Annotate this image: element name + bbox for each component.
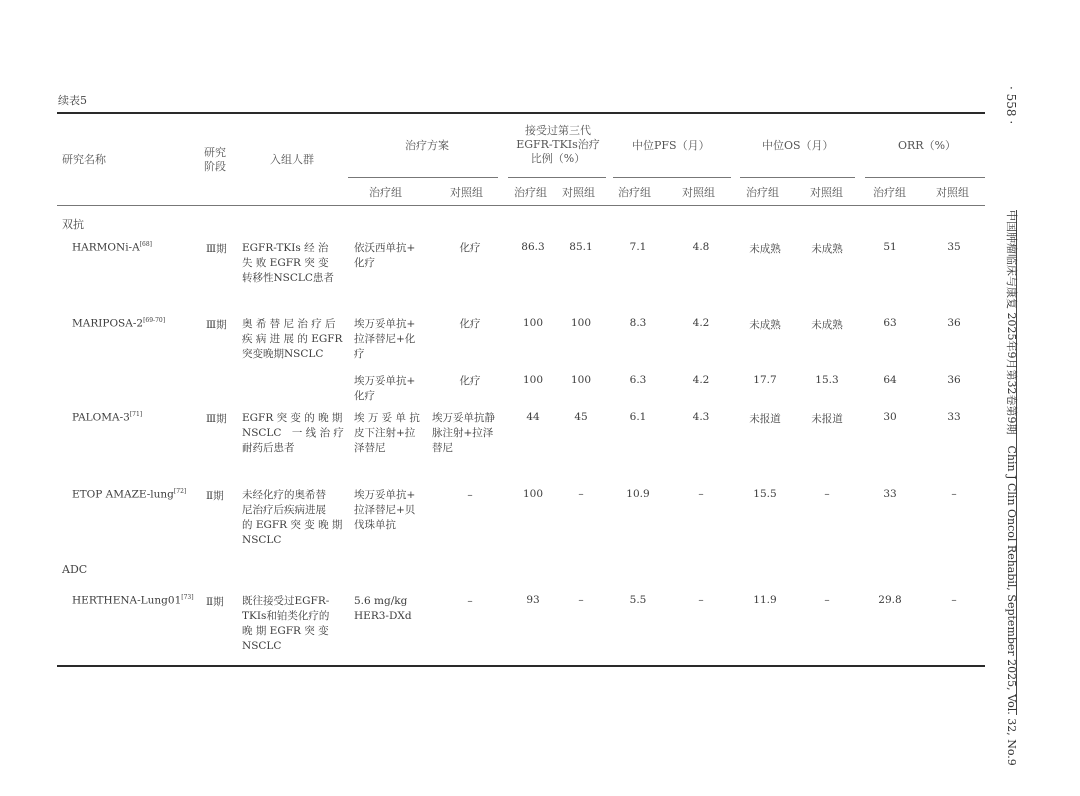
- value-os-c: 未成熟: [811, 319, 843, 331]
- header-prior: 接受过第三代 EGFR-TKIs治疗 比例（%）: [516, 124, 600, 165]
- value-prior-t: 93: [526, 594, 540, 606]
- value-prior-t: 100: [522, 374, 544, 386]
- sub-treat-pfs: 治疗组: [618, 186, 651, 199]
- cell-line: 埃万妥单抗+: [354, 375, 416, 387]
- sub-control-regimen: 对照组: [450, 186, 483, 199]
- study-name-text: HERTHENA-Lung01: [72, 594, 182, 607]
- header-regimen: 治疗方案: [405, 139, 449, 152]
- value-os-c: –: [824, 594, 830, 606]
- population-cell: [242, 411, 347, 456]
- control-arm: [440, 488, 500, 503]
- study-name: [72, 411, 142, 424]
- study-name-text: MARIPOSA-2: [72, 317, 144, 330]
- cell-line: TKIs和铂类化疗的: [242, 610, 330, 622]
- value-pfs-c: 4.2: [692, 317, 710, 329]
- header-os: 中位OS（月）: [762, 139, 834, 152]
- treatment-arm: [354, 488, 432, 533]
- cell-line: 既往接受过EGFR-: [242, 595, 330, 607]
- value-orr-c: –: [951, 594, 957, 606]
- value-os-t: 未报道: [749, 413, 781, 425]
- cell-line: 奥 希 替 尼 治 疗 后: [242, 318, 336, 330]
- pfs-subrule: [613, 177, 731, 178]
- study-name-text: PALOMA-3: [72, 411, 130, 424]
- cell-line: 化疗: [459, 242, 481, 254]
- cell-line: –: [467, 595, 473, 607]
- study-name: [72, 594, 194, 607]
- value-prior-c: 100: [570, 317, 592, 329]
- population-cell: [242, 488, 347, 548]
- cell-line: 化疗: [354, 257, 375, 269]
- population-cell: [242, 594, 347, 654]
- sub-treat-orr: 治疗组: [873, 186, 906, 199]
- value-pfs-t: 6.3: [629, 374, 647, 386]
- header-rule: [57, 205, 985, 206]
- section-adc: ADC: [62, 563, 88, 576]
- cell-line: 替尼: [432, 442, 453, 454]
- cell-line: 拉泽替尼+贝: [354, 504, 416, 516]
- reference-superscript: [69-70]: [143, 317, 166, 324]
- cell-line: 化疗: [354, 390, 375, 402]
- sub-treat-regimen: 治疗组: [369, 186, 402, 199]
- value-orr-c: 36: [947, 374, 961, 386]
- journal-side-text: 中国肿瘤临床与康复 2025年9月第32卷第9期 Chin J Clin Oncol Rehabil, September 2025, Vol. 32, No.9: [1005, 210, 1018, 766]
- value-prior-t: 86.3: [521, 241, 545, 253]
- study-phase: Ⅱ期: [206, 596, 224, 608]
- cell-line: 埃万妥单抗+: [354, 489, 416, 501]
- sub-control-os: 对照组: [810, 186, 843, 199]
- study-phase: Ⅱ期: [206, 490, 224, 502]
- treatment-arm: [354, 411, 432, 456]
- page-number: · 558 ·: [1004, 86, 1018, 125]
- value-prior-t: 100: [522, 317, 544, 329]
- cell-line: 化疗: [459, 375, 481, 387]
- value-orr-t: 64: [883, 374, 897, 386]
- study-phase: Ⅲ期: [206, 243, 227, 255]
- study-name: [72, 488, 186, 501]
- sub-control-orr: 对照组: [936, 186, 969, 199]
- study-name: [72, 241, 152, 254]
- cell-line: 埃 万 妥 单 抗: [354, 412, 420, 424]
- value-os-t: 未成熟: [749, 319, 781, 331]
- value-orr-t: 33: [883, 488, 897, 500]
- treatment-arm: [354, 317, 432, 362]
- study-name-text: HARMONi-A: [72, 241, 140, 254]
- sub-control-pfs: 对照组: [682, 186, 715, 199]
- cell-line: 未经化疗的奥希替: [242, 489, 326, 501]
- reference-superscript: [73]: [181, 594, 194, 601]
- table-caption: 续表5: [58, 94, 87, 107]
- value-pfs-c: 4.2: [692, 374, 710, 386]
- cell-line: NSCLC: [242, 534, 282, 546]
- reference-superscript: [72]: [173, 488, 187, 495]
- cell-line: 依沃西单抗+: [354, 242, 416, 254]
- regimen-subrule: [348, 177, 498, 178]
- cell-line: 泽替尼: [354, 442, 386, 454]
- value-os-c: –: [824, 488, 830, 500]
- header-population: 入组人群: [270, 153, 314, 166]
- cell-line: 脉注射+拉泽: [432, 427, 494, 439]
- value-pfs-c: –: [698, 488, 704, 500]
- value-orr-t: 63: [883, 317, 897, 329]
- study-name-text: ETOP AMAZE-lung: [72, 488, 174, 501]
- value-orr-c: –: [951, 488, 957, 500]
- value-prior-c: 100: [570, 374, 592, 386]
- treatment-arm: [354, 241, 432, 271]
- value-os-t: 15.5: [753, 488, 777, 500]
- cell-line: 尼治疗后疾病进展: [242, 504, 326, 516]
- reference-superscript: [68]: [139, 241, 153, 248]
- cell-line: 拉泽替尼+化: [354, 333, 416, 345]
- cell-line: 的 EGFR 突 变 晚 期: [242, 519, 343, 531]
- control-arm: [432, 411, 506, 456]
- treatment-arm: [354, 374, 432, 404]
- value-os-c: 未报道: [811, 413, 843, 425]
- value-pfs-t: 7.1: [629, 241, 647, 253]
- bottom-rule: [57, 665, 985, 667]
- header-study: 研究名称: [62, 153, 106, 166]
- cell-line: 疗: [354, 348, 365, 360]
- study-phase: Ⅲ期: [206, 319, 227, 331]
- value-pfs-c: –: [698, 594, 704, 606]
- value-prior-c: –: [578, 488, 584, 500]
- cell-line: 埃万妥单抗静: [432, 412, 495, 424]
- cell-line: 5.6 mg/kg: [354, 595, 408, 607]
- header-phase: 研究 阶段: [204, 146, 226, 173]
- value-os-t: 未成熟: [749, 243, 781, 255]
- value-pfs-t: 6.1: [629, 411, 647, 423]
- value-os-c: 15.3: [815, 374, 839, 386]
- os-subrule: [740, 177, 855, 178]
- control-arm: [440, 594, 500, 609]
- section-dual: 双抗: [62, 218, 84, 231]
- value-orr-c: 33: [947, 411, 961, 423]
- value-os-t: 17.7: [753, 374, 777, 386]
- value-pfs-c: 4.8: [692, 241, 710, 253]
- cell-line: –: [467, 489, 473, 501]
- control-arm: [440, 374, 500, 389]
- cell-line: EGFR-TKIs 经 治: [242, 242, 329, 254]
- treatment-arm: [354, 594, 432, 624]
- sub-treat-prior: 治疗组: [514, 186, 547, 199]
- value-prior-c: –: [578, 594, 584, 606]
- cell-line: HER3-DXd: [354, 610, 412, 622]
- value-prior-c: 45: [574, 411, 588, 423]
- value-pfs-t: 5.5: [629, 594, 647, 606]
- cell-line: EGFR 突 变 的 晚 期: [242, 412, 343, 424]
- cell-line: 转移性NSCLC患者: [242, 272, 334, 284]
- header-pfs: 中位PFS（月）: [632, 139, 710, 152]
- value-orr-c: 36: [947, 317, 961, 329]
- sub-control-prior: 对照组: [562, 186, 595, 199]
- value-orr-c: 35: [947, 241, 961, 253]
- value-pfs-t: 8.3: [629, 317, 647, 329]
- value-orr-t: 29.8: [878, 594, 902, 606]
- cell-line: 皮下注射+拉: [354, 427, 416, 439]
- cell-line: 突变晚期NSCLC: [242, 348, 324, 360]
- cell-line: NSCLC: [242, 640, 282, 652]
- header-orr: ORR（%）: [898, 139, 957, 152]
- value-os-t: 11.9: [753, 594, 777, 606]
- orr-subrule: [865, 177, 985, 178]
- value-prior-c: 85.1: [569, 241, 593, 253]
- population-cell: [242, 241, 347, 286]
- study-phase: Ⅲ期: [206, 413, 227, 425]
- cell-line: 埃万妥单抗+: [354, 318, 416, 330]
- cell-line: 晚 期 EGFR 突 变: [242, 625, 329, 637]
- cell-line: 疾 病 进 展 的 EGFR: [242, 333, 343, 345]
- sub-treat-os: 治疗组: [746, 186, 779, 199]
- value-prior-t: 100: [522, 488, 544, 500]
- cell-line: 失 败 EGFR 突 变: [242, 257, 329, 269]
- cell-line: 耐药后患者: [242, 442, 295, 454]
- value-prior-t: 44: [526, 411, 540, 423]
- value-orr-t: 30: [883, 411, 897, 423]
- prior-subrule: [508, 177, 606, 178]
- control-arm: [440, 241, 500, 256]
- cell-line: 化疗: [459, 318, 481, 330]
- reference-superscript: [71]: [129, 411, 143, 418]
- population-cell: [242, 317, 347, 362]
- cell-line: NSCLC 一 线 治 疗: [242, 427, 344, 439]
- value-pfs-c: 4.3: [692, 411, 710, 423]
- top-rule: [57, 112, 985, 114]
- value-pfs-t: 10.9: [626, 488, 650, 500]
- value-orr-t: 51: [883, 241, 897, 253]
- study-name: [72, 317, 165, 330]
- cell-line: 伐珠单抗: [354, 519, 396, 531]
- control-arm: [440, 317, 500, 332]
- value-os-c: 未成熟: [811, 243, 843, 255]
